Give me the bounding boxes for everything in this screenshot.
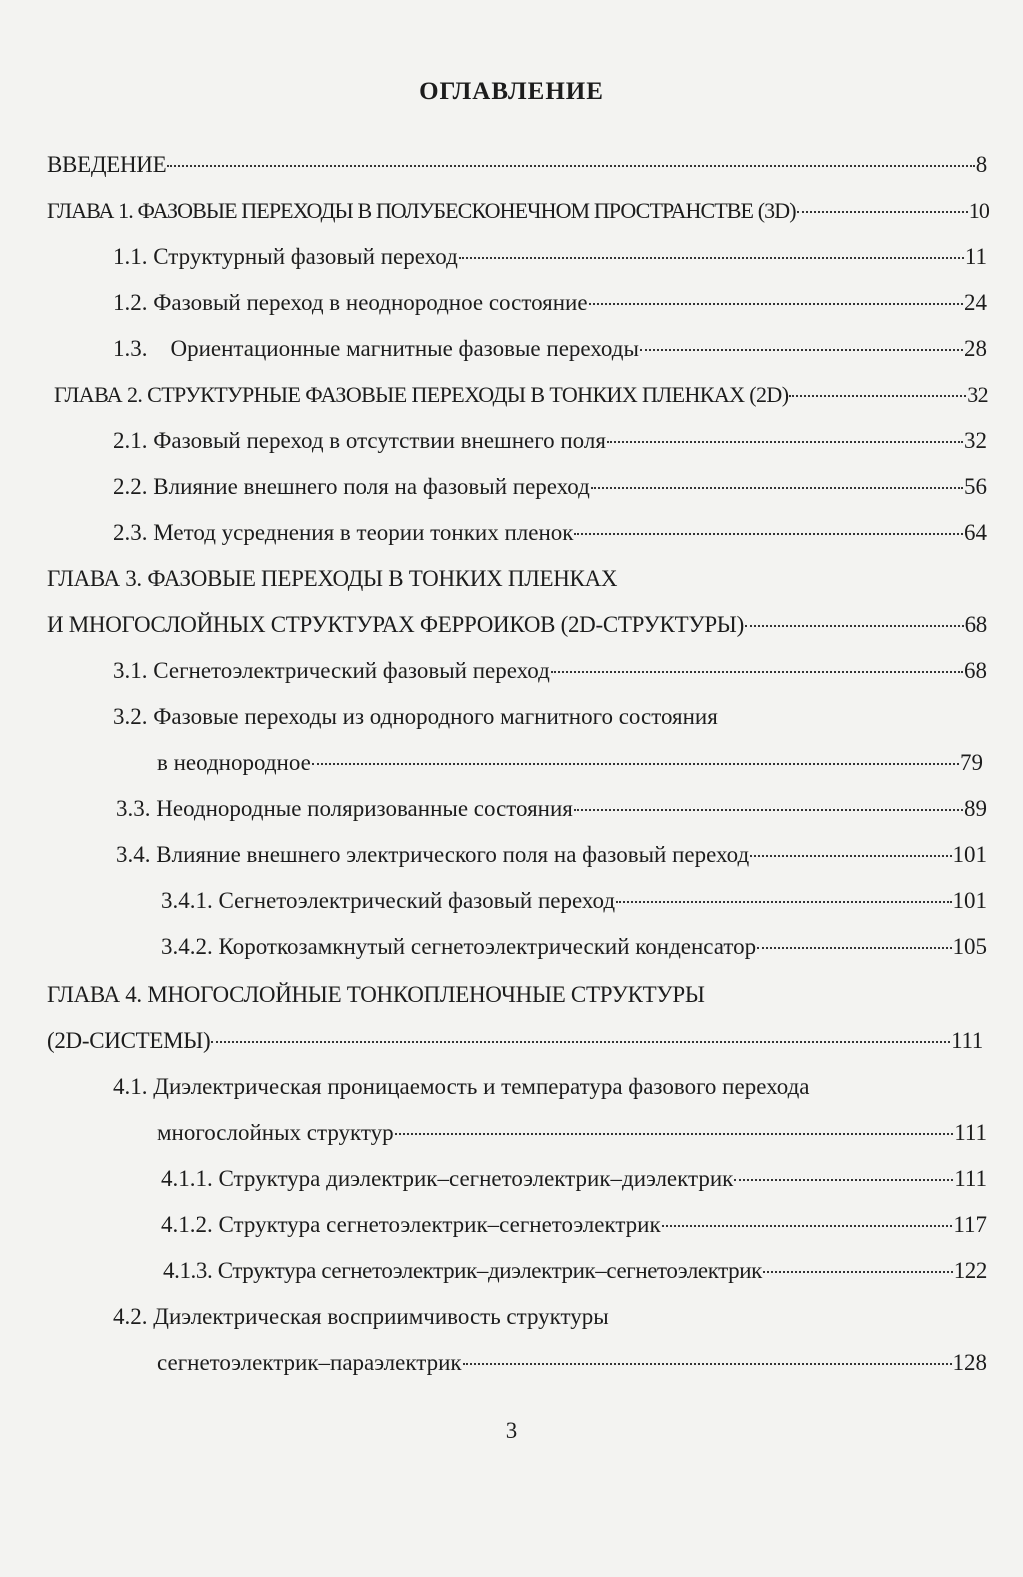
toc-entry-chapter-3-line-1: ГЛАВА 3. ФАЗОВЫЕ ПЕРЕХОДЫ В ТОНКИХ ПЛЕНКАХ (47, 566, 618, 591)
page-title: ОГЛАВЛЕНИЕ (419, 78, 604, 105)
toc-leader-dots (463, 1363, 952, 1365)
toc-leader-dots (551, 671, 963, 673)
toc-entry-chapter-3-line-2 (47, 610, 987, 640)
toc-leader-dots (312, 763, 959, 765)
toc-entry-chapter-1 (47, 196, 989, 226)
toc-entry-3-2-line-1: 3.2. Фазовые переходы из однородного магнитного состояния (113, 704, 718, 729)
toc-entry-text: ВВЕДЕНИЕ (47, 152, 167, 177)
toc-entry-page: 24 (964, 290, 987, 315)
toc-entry-2-2 (113, 472, 987, 502)
toc-leader-dots (757, 947, 951, 949)
toc-entry-page: 89 (964, 796, 987, 821)
toc-entry-page: 79 (960, 750, 983, 775)
toc-entry-text: в неоднородное (157, 750, 311, 775)
toc-entry-4-1-line-2 (157, 1118, 987, 1148)
toc-entry-page: 56 (964, 474, 987, 499)
toc-entry-page: 8 (975, 152, 987, 177)
toc-entry-text: 3.1. Сегнетоэлектрический фазовый переход (113, 658, 550, 683)
toc-leader-dots (574, 809, 963, 811)
toc-entry-3-4 (116, 840, 987, 870)
toc-entry-3-4-2 (161, 932, 987, 962)
toc-entry-text: 3.4.2. Короткозамкнутый сегнетоэлектрический конденсатор (161, 934, 757, 959)
toc-entry-page: 117 (953, 1212, 987, 1237)
toc-entry-text: 4.1.3. Структура сегнетоэлектрик–диэлектрик–сегнетоэлектрик (163, 1258, 762, 1283)
toc-entry-chapter-4-line-2 (47, 1026, 983, 1056)
toc-leader-dots (750, 855, 951, 857)
toc-entry-3-1 (113, 656, 987, 686)
toc-entry-text: 3.4.1. Сегнетоэлектрический фазовый переход (161, 888, 616, 913)
toc-leader-dots (797, 211, 968, 213)
toc-entry-text: ГЛАВА 1. ФАЗОВЫЕ ПЕРЕХОДЫ В ПОЛУБЕСКОНЕЧНОМ ПРОСТРАНСТВЕ (3D) (47, 198, 796, 223)
toc-entry-page: 122 (953, 1258, 987, 1283)
toc-entry-text: 2.2. Влияние внешнего поля на фазовый переход (113, 474, 590, 499)
toc-entry-text: 2.3. Метод усреднения в теории тонких пленок (113, 520, 574, 545)
toc-leader-dots (211, 1041, 950, 1043)
toc-entry-page: 28 (964, 336, 987, 361)
toc-entry-2-1 (113, 426, 987, 456)
toc-entry-page: 10 (968, 198, 989, 223)
toc-leader-dots (734, 1179, 953, 1181)
toc-entry-page: 68 (964, 658, 987, 683)
toc-entry-1-1 (113, 242, 987, 272)
toc-entry-page: 11 (964, 244, 987, 269)
toc-entry-page: 101 (952, 888, 987, 913)
toc-leader-dots (459, 257, 964, 259)
toc-leader-dots (589, 303, 963, 305)
toc-entry-text: 1.3. Ориентационные магнитные фазовые переходы (113, 336, 639, 361)
toc-leader-dots (789, 395, 966, 397)
toc-entry-page: 64 (964, 520, 987, 545)
toc-leader-dots (745, 625, 964, 627)
toc-entry-4-1-line-1: 4.1. Диэлектрическая проницаемость и температура фазового перехода (113, 1074, 810, 1099)
toc-entry-text: 3.3. Неоднородные поляризованные состояния (116, 796, 573, 821)
toc-entry-page: 101 (952, 842, 987, 867)
toc-entry-text: многослойных структур (157, 1120, 394, 1145)
toc-leader-dots (395, 1133, 954, 1135)
toc-entry-page: 32 (967, 382, 988, 407)
toc-entry-introduction (47, 150, 987, 180)
toc-entry-1-2 (113, 288, 987, 318)
toc-leader-dots (167, 165, 974, 167)
toc-leader-dots (574, 533, 963, 535)
toc-entry-3-3 (116, 794, 987, 824)
toc-leader-dots (763, 1271, 953, 1273)
toc-entry-4-1-3 (163, 1256, 987, 1286)
page-number: 3 (505, 1418, 518, 1443)
toc-entry-text: 3.4. Влияние внешнего электрического поля на фазовый переход (116, 842, 750, 867)
toc-leader-dots (640, 349, 963, 351)
toc-entry-page: 111 (954, 1166, 987, 1191)
toc-leader-dots (607, 441, 963, 443)
toc-entry-chapter-4-line-1: ГЛАВА 4. МНОГОСЛОЙНЫЕ ТОНКОПЛЕНОЧНЫЕ СТРУКТУРЫ (47, 982, 705, 1007)
toc-entry-page: 111 (951, 1028, 983, 1053)
toc-leader-dots (662, 1225, 953, 1227)
toc-entry-page: 32 (964, 428, 987, 453)
toc-entry-1-3 (113, 334, 987, 364)
toc-entry-4-2-line-1: 4.2. Диэлектрическая восприимчивость структуры (113, 1304, 609, 1329)
toc-entry-2-3 (113, 518, 987, 548)
toc-leader-dots (616, 901, 951, 903)
toc-entry-3-2-line-2 (157, 748, 983, 778)
toc-entry-text: 1.2. Фазовый переход в неоднородное состояние (113, 290, 588, 315)
toc-entry-page: 68 (964, 612, 987, 637)
toc-entry-page: 128 (952, 1350, 987, 1375)
toc-entry-text: И МНОГОСЛОЙНЫХ СТРУКТУРАХ ФЕРРОИКОВ (2D-СТРУКТУРЫ) (47, 612, 744, 637)
toc-entry-text: сегнетоэлектрик–параэлектрик (157, 1350, 462, 1375)
toc-entry-4-1-2 (161, 1210, 987, 1240)
toc-entry-text: 4.1.1. Структура диэлектрик–сегнетоэлектрик–диэлектрик (161, 1166, 734, 1191)
toc-entry-4-1-1 (161, 1164, 987, 1194)
toc-entry-text: (2D-СИСТЕМЫ) (47, 1028, 211, 1053)
toc-entry-text: ГЛАВА 2. СТРУКТУРНЫЕ ФАЗОВЫЕ ПЕРЕХОДЫ В ТОНКИХ ПЛЕНКАХ (2D) (54, 382, 789, 407)
toc-entry-3-4-1 (161, 886, 987, 916)
toc-entry-text: 2.1. Фазовый переход в отсутствии внешнего поля (113, 428, 606, 453)
toc-entry-page: 105 (952, 934, 987, 959)
toc-entry-chapter-2 (54, 380, 988, 410)
toc-entry-page: 111 (954, 1120, 987, 1145)
toc-entry-text: 1.1. Структурный фазовый переход (113, 244, 458, 269)
toc-entry-text: 4.1.2. Структура сегнетоэлектрик–сегнетоэлектрик (161, 1212, 661, 1237)
toc-leader-dots (591, 487, 963, 489)
toc-entry-4-2-line-2 (157, 1348, 987, 1378)
